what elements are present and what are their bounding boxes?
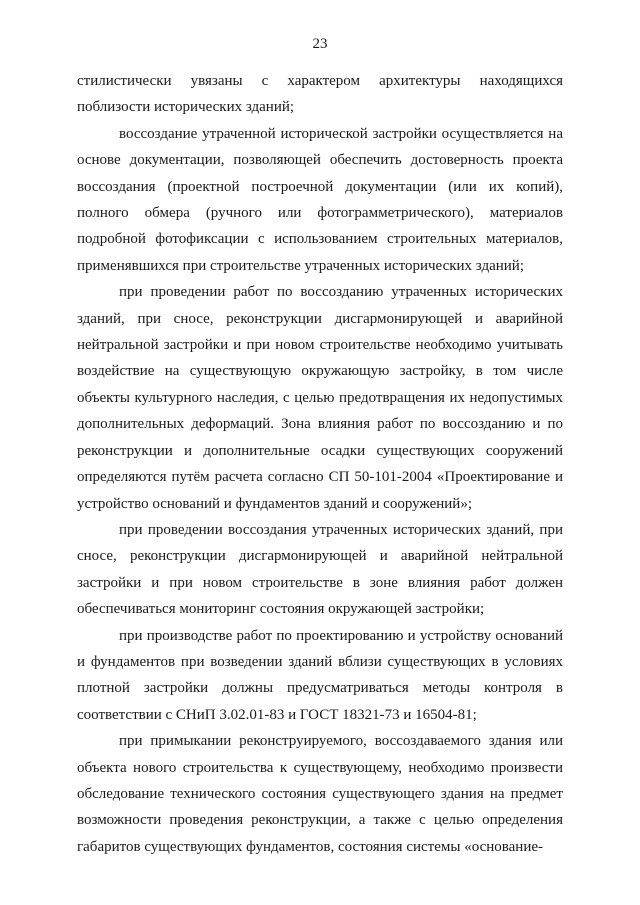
paragraph-reconstruction-documentation: воссоздание утраченной исторической застройки осуществляется на основе документации, позволяющей обеспечить достоверность проекта воссоздания (проектной построечной документации (или их копий), полного обмера (ручного или фотограмметрического), материалов подробной фотофиксации с использованием строительных материалов, применявшихся при строительстве утраченных исторических зданий;: [77, 125, 563, 274]
paragraph-continuation: стилистически увязаны с характером архитектуры находящихся поблизости исторических зданий;: [77, 73, 563, 116]
paragraph-monitoring: при проведении воссоздания утраченных исторических зданий, при сносе, реконструкции дисгармонирующей и аварийной нейтральной застройки и при новом строительстве в зоне влияния работ должен обеспечиваться мониторинг состояния окружающей застройки;: [77, 521, 563, 618]
page-number: 23: [312, 36, 328, 52]
paragraph-adjacent-building-survey: при примыкании реконструируемого, воссоздаваемого здания или объекта нового строительства к существующему, необходимо произвести обследование технического состояния существующего здания на предмет возможности проведения реконструкции, а также с целью определения габаритов существующих фундаментов, состояния системы «основание-: [77, 733, 563, 855]
paragraph-foundations-control: при производстве работ по проектированию и устройству оснований и фундаментов при возведении зданий вблизи существующих в условиях плотной застройки должны предусматриваться методы контроля в соответствии с СНиП 3.02.01-83 и ГОСТ 18321-73 и 16504-81;: [77, 627, 563, 723]
document-body: [77, 68, 563, 860]
paragraph-influence-zone: при проведении работ по воссозданию утраченных исторических зданий, при сносе, реконструкции дисгармонирующей и аварийной нейтральной застройки и при новом строительстве необходимо учитывать воздействие на существующую окружающую застройку, в том числе объекты культурного наследия, с целью предотвращения их недопустимых дополнительных деформаций. Зона влияния работ по воссозданию и по реконструкции и дополнительные осадки существующих сооружений определяются путём расчета согласно СП 50-101-2004 «Проектирование и устройство оснований и фундаментов зданий и сооружений»;: [77, 284, 563, 512]
